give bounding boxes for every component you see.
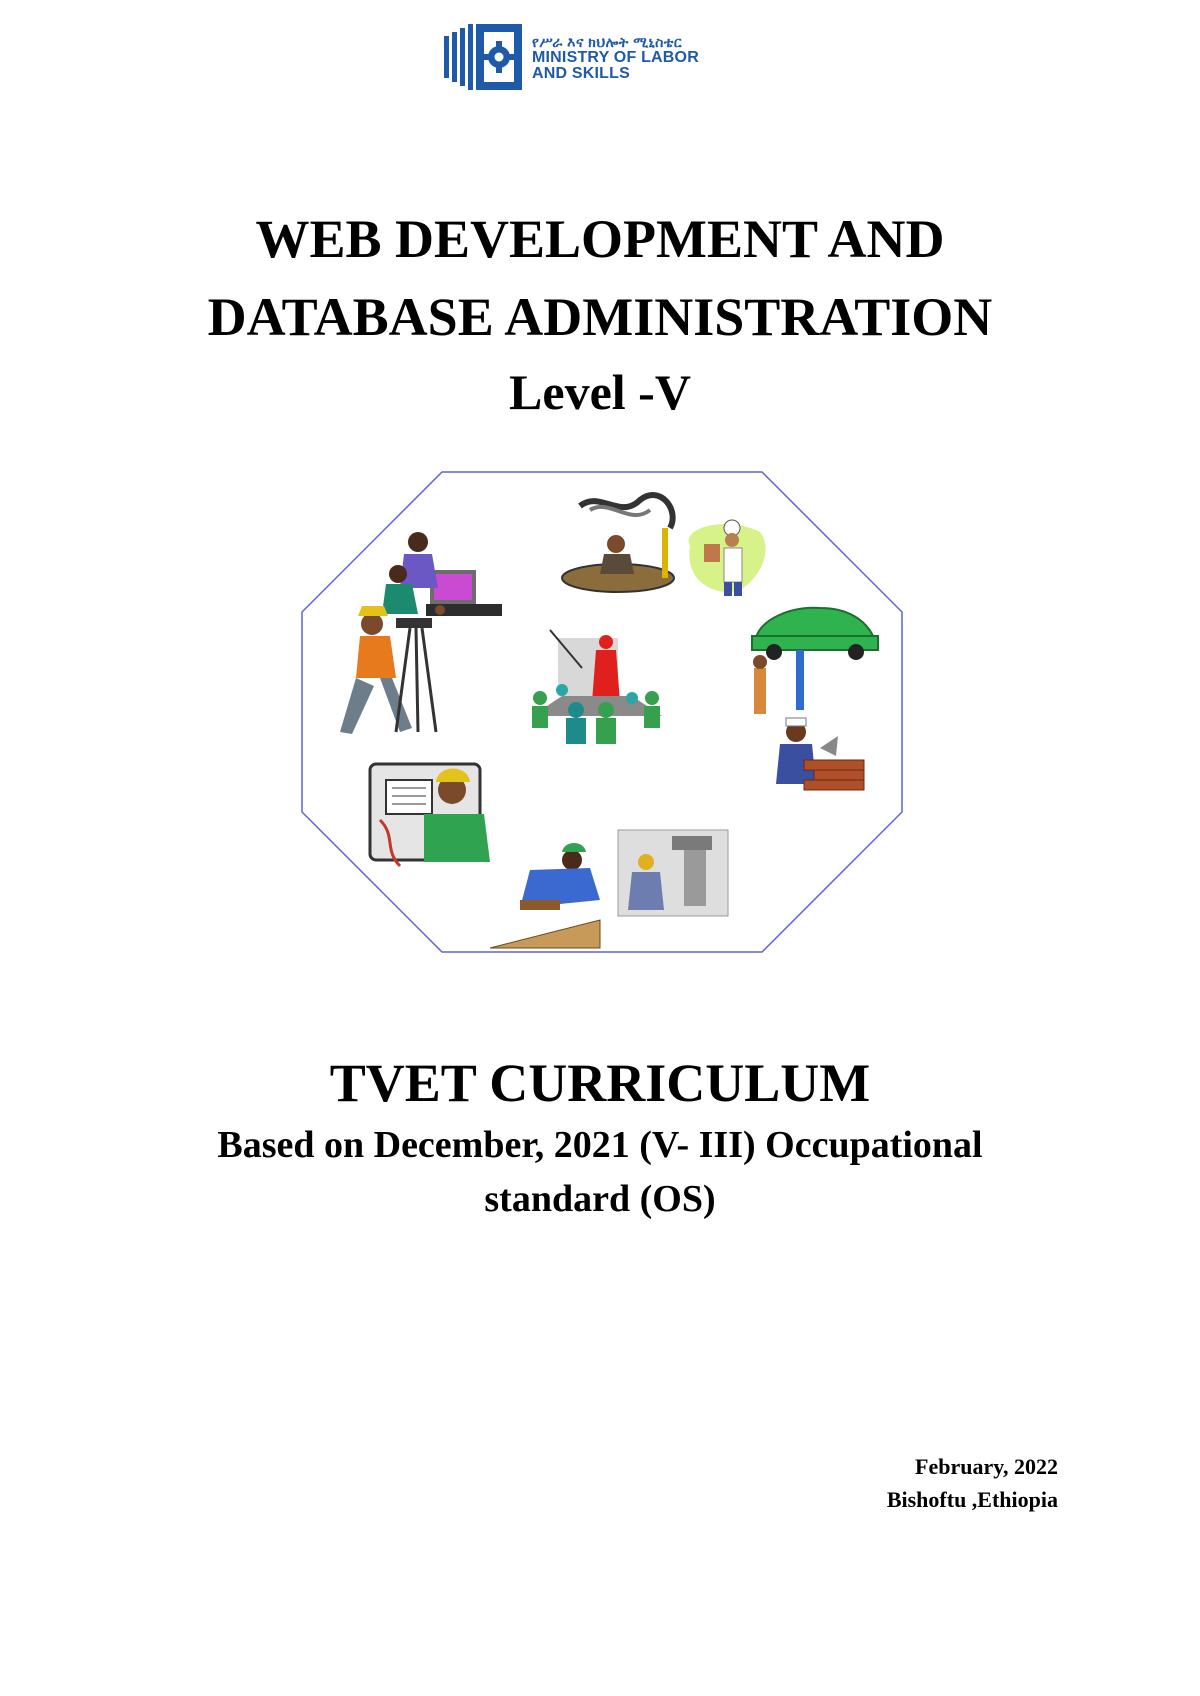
publication-date: February, 2022	[915, 1454, 1058, 1479]
logo-amharic-text: የሥራ እና ክህሎት ሚኒስቴር	[532, 34, 683, 50]
logo-text-line2: AND SKILLS	[532, 65, 630, 82]
tvet-occupations-octagon-illustration	[300, 470, 904, 954]
title-line-2: DATABASE ADMINISTRATION	[207, 287, 993, 347]
drill-operator-icon	[618, 830, 728, 916]
footer-date-location	[887, 1450, 1058, 1516]
curriculum-block	[0, 1048, 1200, 1226]
logo-text-line1: MINISTRY OF LABOR	[532, 49, 699, 66]
document-title	[0, 200, 1200, 428]
curriculum-title: TVET CURRICULUM	[329, 1053, 871, 1113]
title-line-1: WEB DEVELOPMENT AND	[255, 209, 945, 269]
publication-location: Bishoftu ,Ethiopia	[886, 1487, 1058, 1512]
curriculum-subtitle-line2: standard (OS)	[484, 1178, 716, 1220]
ministry-logo	[440, 22, 740, 92]
electrician-icon	[370, 764, 490, 866]
ministry-gear-logo-icon	[440, 22, 526, 92]
curriculum-subtitle-line1: Based on December, 2021 (V- III) Occupational	[217, 1124, 983, 1166]
level-label: Level -V	[509, 364, 691, 420]
